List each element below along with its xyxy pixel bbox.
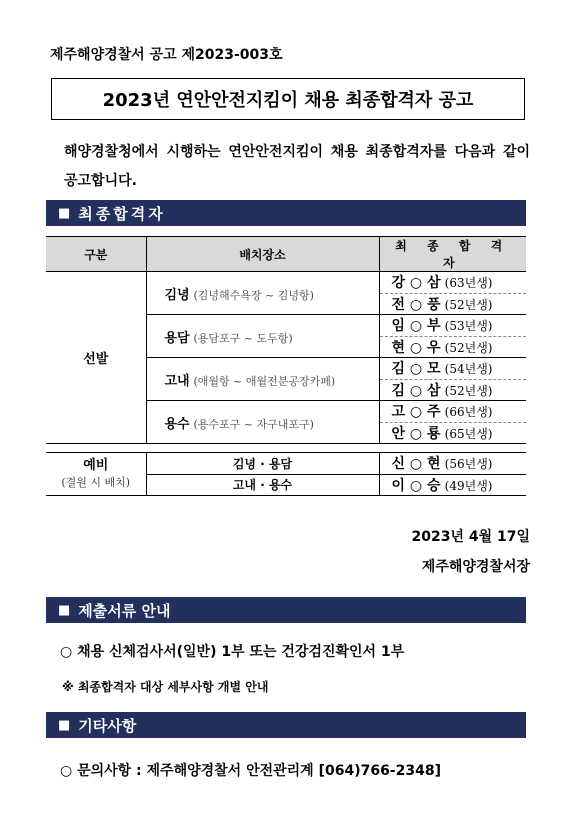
section-title: 최종합격자 [78, 204, 166, 223]
reserve-place: 고내 · 용수 [146, 474, 379, 496]
reserve-table [46, 452, 526, 496]
section-title: 기타사항 [78, 716, 137, 735]
reserve-name: 이 ○ 승 (49년생) [379, 474, 526, 496]
document-number: 제주해양경찰서 공고 제2023-003호 [50, 47, 283, 63]
reserve-name: 신 ○ 현 (56년생) [379, 453, 526, 475]
documents-item: ○ 채용 신체검사서(일반) 1부 또는 건강검진확인서 1부 [60, 644, 405, 660]
passer-name: 임 ○ 부 (53년생) [379, 315, 526, 337]
category-selected: 선발 [46, 272, 146, 444]
header-passers: 최 종 합 격 자 [379, 237, 526, 272]
header-category: 구분 [46, 237, 146, 272]
passer-name: 김 ○ 삼 (52년생) [379, 379, 526, 401]
place-cell: 김녕 (김녕해수욕장 ~ 김녕항) [146, 272, 379, 315]
documents-note: ※ 최종합격자 대상 세부사항 개별 안내 [62, 680, 269, 694]
intro-paragraph: 해양경찰청에서 시행하는 연안안전지킴이 채용 최종합격자를 다음과 같이 공고합니다. [64, 144, 530, 189]
passer-name: 현 ○ 우 (52년생) [379, 336, 526, 358]
notice-date: 2023년 4월 17일 [411, 529, 530, 545]
signer: 제주해양경찰서장 [421, 559, 530, 575]
contact-info: ○ 문의사항 : 제주해양경찰서 안전관리계 [064)766-2348] [60, 763, 441, 779]
passer-name: 강 ○ 삼 (63년생) [379, 272, 526, 294]
reserve-place: 김녕 · 용담 [146, 453, 379, 475]
place-cell: 용수 (용수포구 ~ 자구내포구) [146, 401, 379, 444]
section-documents [46, 597, 526, 623]
passer-name: 전 ○ 풍 (52년생) [379, 293, 526, 315]
square-bullet-icon: ■ [58, 717, 71, 733]
square-bullet-icon: ■ [58, 205, 71, 221]
passer-name: 김 ○ 모 (54년생) [379, 358, 526, 380]
section-other [46, 712, 526, 738]
final-passers-table [46, 236, 526, 444]
passer-name: 고 ○ 주 (66년생) [379, 401, 526, 423]
section-title: 제출서류 안내 [78, 601, 171, 620]
notice-title: 2023년 연안안전지킴이 채용 최종합격자 공고 [51, 78, 525, 120]
place-cell: 고내 (애월항 ~ 애월전분공장카페) [146, 358, 379, 401]
header-place: 배치장소 [146, 237, 379, 272]
section-final-passers [46, 200, 526, 226]
category-reserve: 예비 (결원 시 배치) [46, 453, 146, 496]
square-bullet-icon: ■ [58, 602, 71, 618]
place-cell: 용담 (용담포구 ~ 도두항) [146, 315, 379, 358]
passer-name: 안 ○ 룡 (65년생) [379, 422, 526, 444]
